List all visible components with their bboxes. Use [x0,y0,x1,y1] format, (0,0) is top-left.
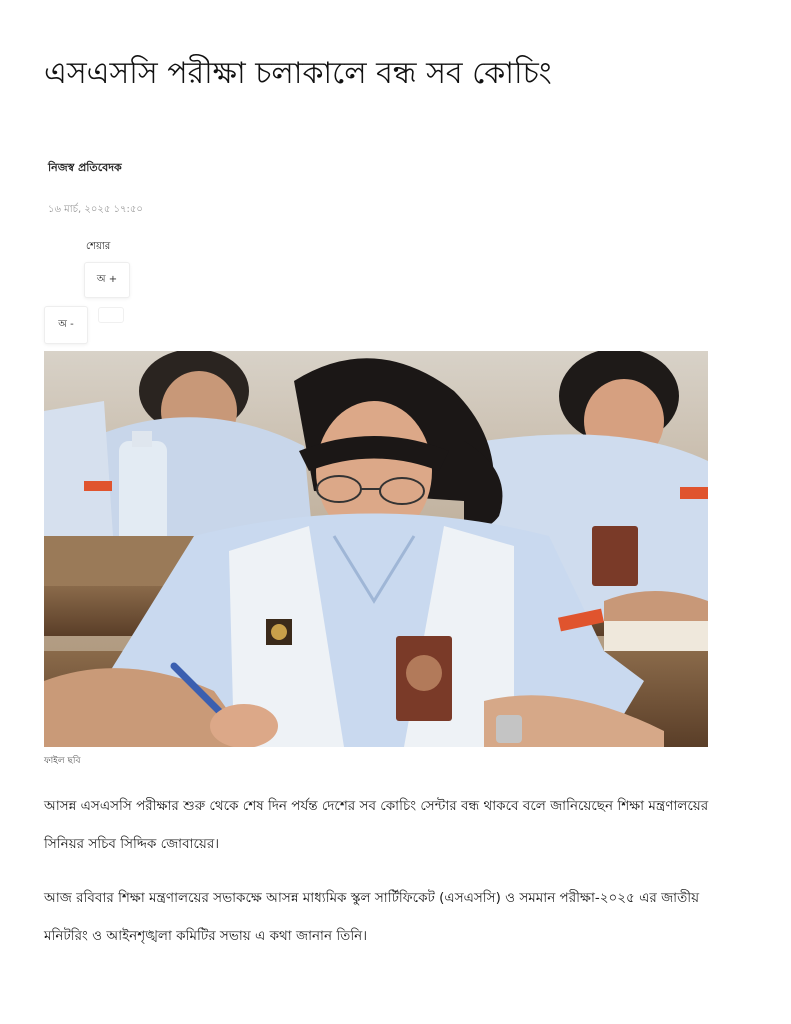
print-button[interactable] [98,307,124,323]
article-headline: এসএসসি পরীক্ষা চলাকালে বন্ধ সব কোচিং [44,56,552,91]
share-label[interactable]: শেয়ার [86,241,111,252]
photo-caption: ফাইল ছবি [44,756,81,766]
article-paragraph: আসন্ন এসএসসি পরীক্ষার শুরু থেকে শেষ দিন পর্যন্ত দেশের সব কোচিং সেন্টার বন্ধ থাকবে বলে জানিয়েছেন শিক্ষা মন্ত্রণালয়ের সিনিয়র সচিব সিদ্দিক জোবায়ের। [44,798,709,852]
font-increase-button[interactable]: অ + [84,262,130,298]
article-paragraph: আজ রবিবার শিক্ষা মন্ত্রণালয়ের সভাকক্ষে আসন্ন মাধ্যমিক স্কুল সার্টিফিকেট (এসএসসি) ও সমমান পরীক্ষা-২০২৫ এর জাতীয় মনিটরিং ও আইনশৃঙ্খলা কমিটির সভায় এ কথা জানান তিনি। [44,890,700,944]
photo-exam-students-icon [44,351,708,747]
font-decrease-button[interactable]: অ - [44,306,88,344]
article-photo [44,351,708,747]
author-byline[interactable]: নিজস্ব প্রতিবেদক [48,161,122,174]
publish-date: ১৬ মার্চ, ২০২৫ ১৭:৫০ [48,204,143,215]
